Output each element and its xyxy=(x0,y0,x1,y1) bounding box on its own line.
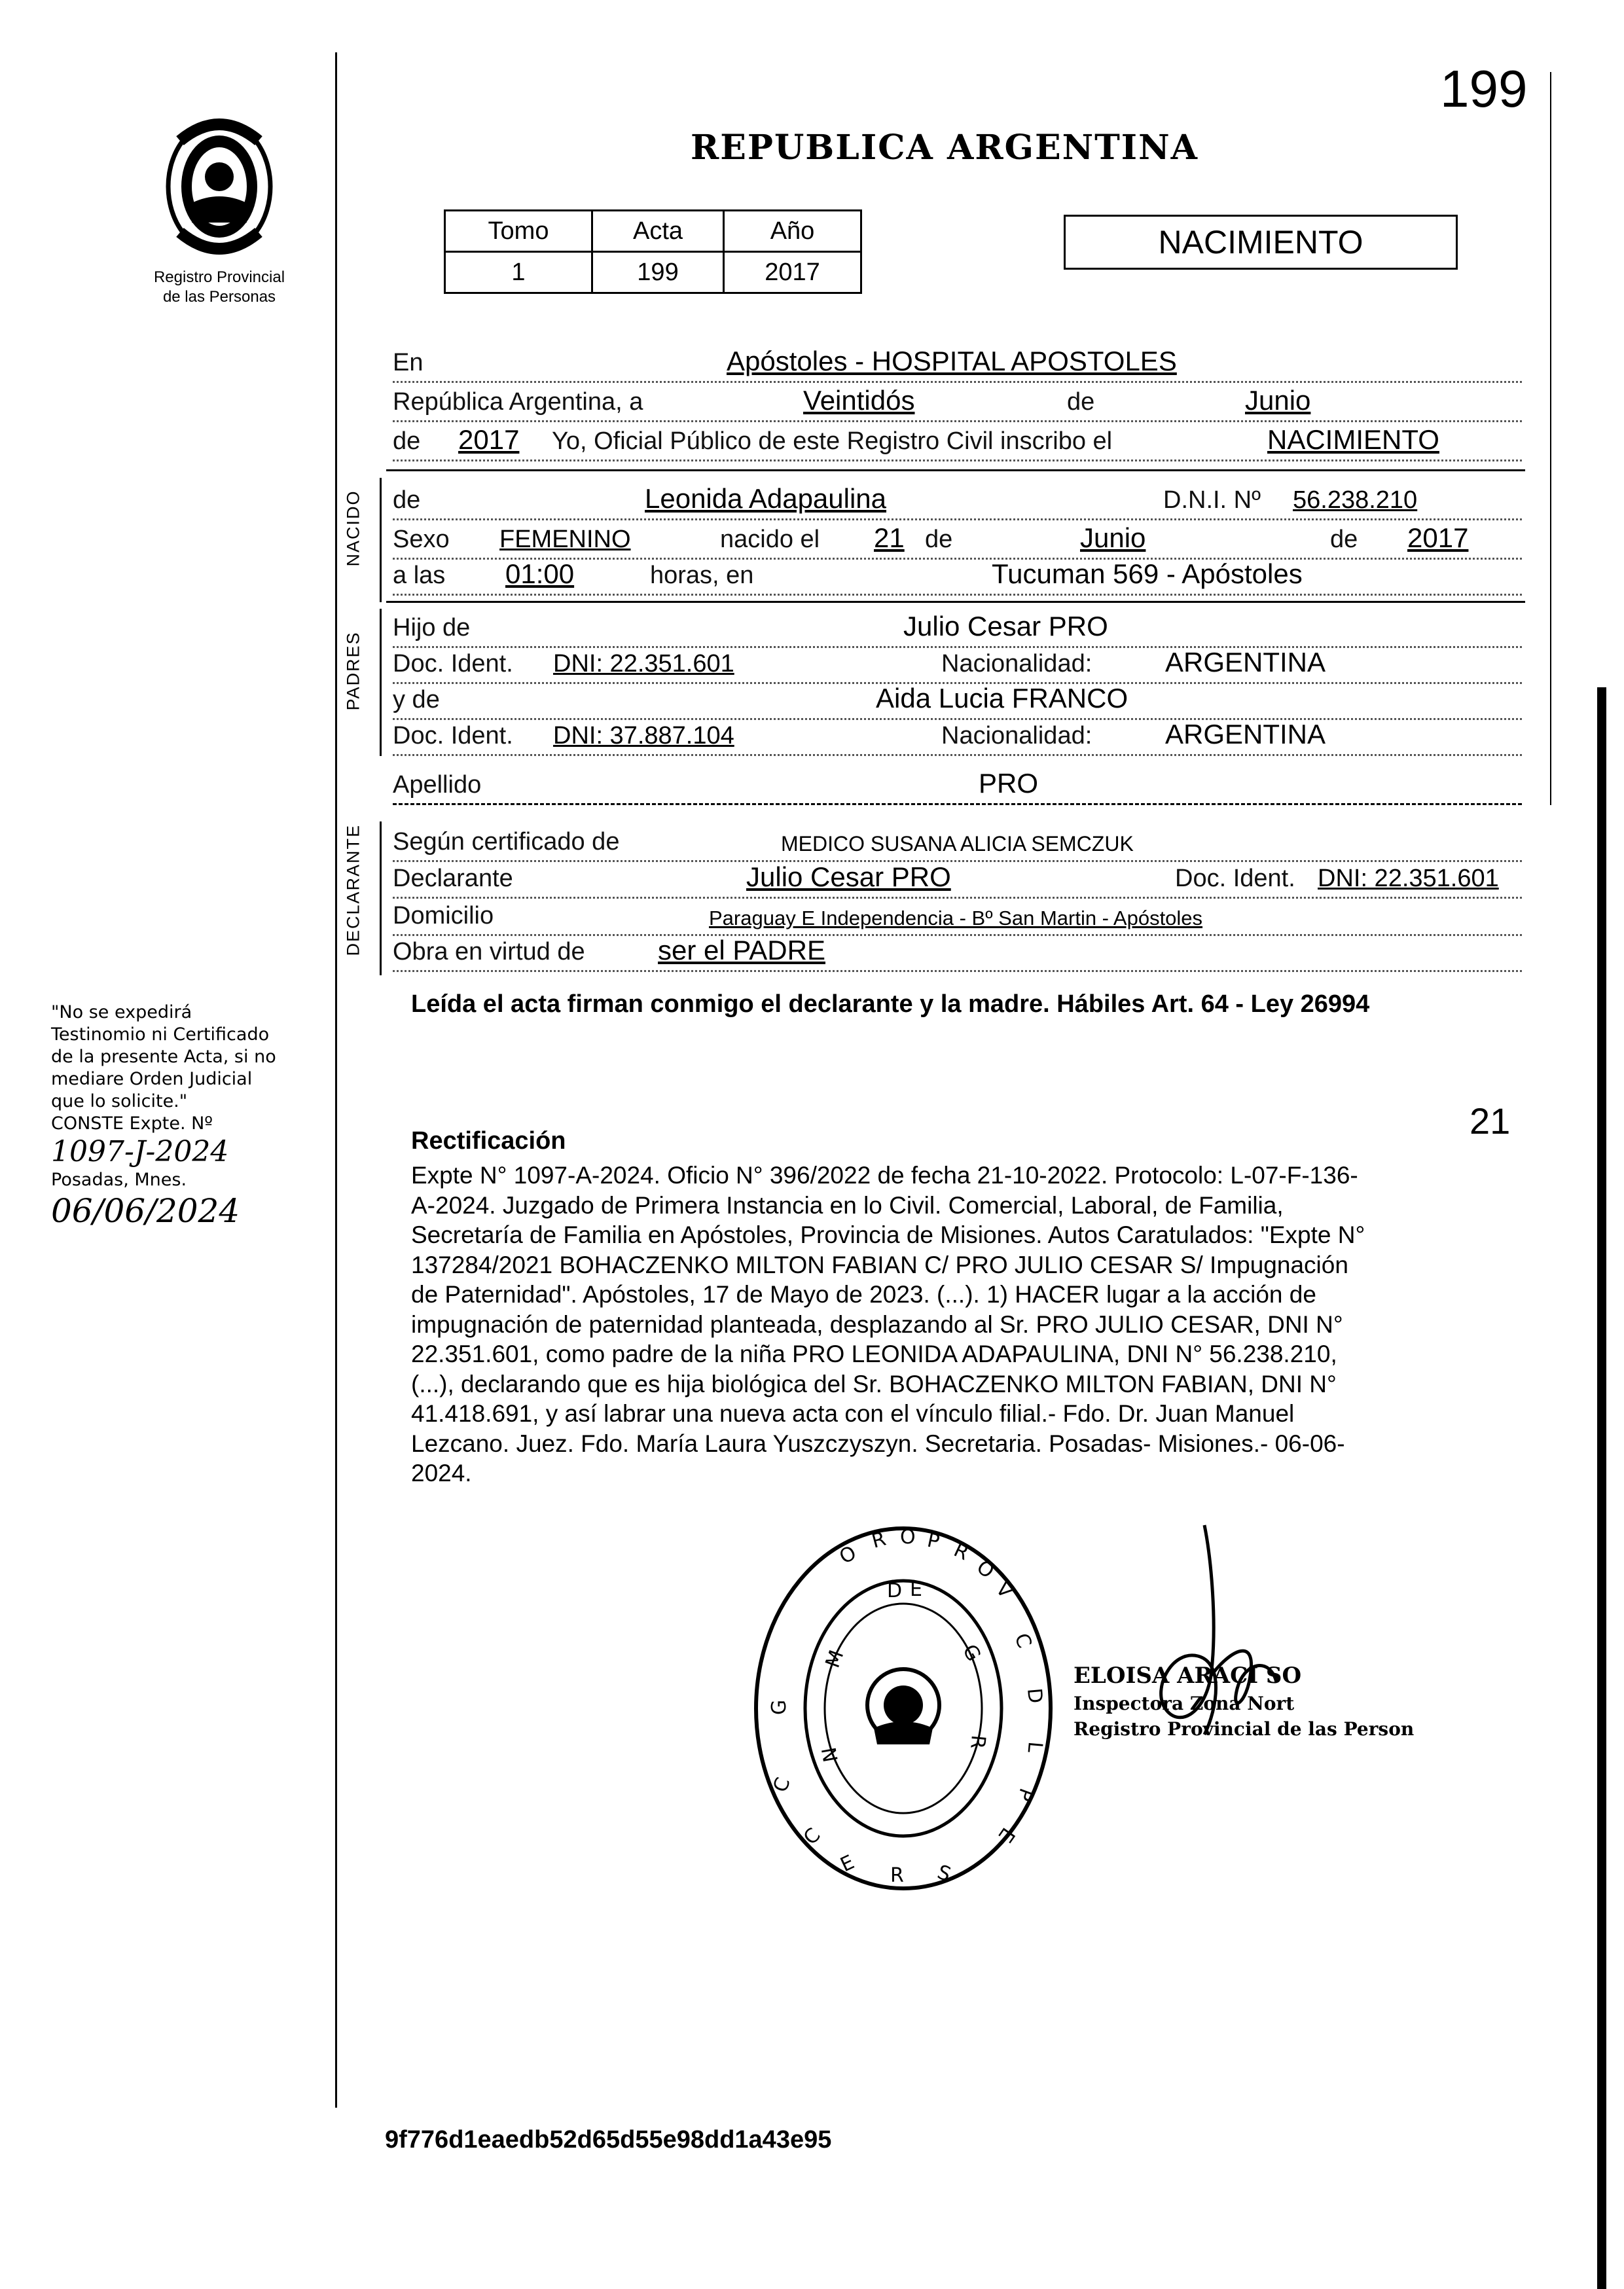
nacido-name: Leonida Adapaulina xyxy=(645,483,887,514)
declarante-doc: DNI: 22.351.601 xyxy=(1318,865,1499,892)
rect-line: 2024. xyxy=(411,1460,472,1487)
row-apellido xyxy=(393,769,1522,805)
note-line-7: Posadas, Mnes. xyxy=(51,1170,187,1190)
row-en xyxy=(393,347,1522,383)
svg-text:D: D xyxy=(1022,1687,1047,1704)
row-certificado xyxy=(393,826,1522,862)
declarante-bracket xyxy=(380,821,382,975)
svg-text:E: E xyxy=(910,1578,922,1601)
rect-line: (...), declarando que es hija biológica del Sr. BOHACZENKO MILTON FABIAN, DNI N° xyxy=(411,1370,1337,1397)
republica-label: República Argentina, a xyxy=(393,388,643,416)
acta-header: Acta xyxy=(592,211,724,252)
day-value: Veintidós xyxy=(803,385,915,416)
hijo-de-label: Hijo de xyxy=(393,614,471,641)
nacido-bracket xyxy=(380,478,382,602)
mother-nac-label: Nacionalidad: xyxy=(941,722,1092,749)
row-padre xyxy=(393,612,1522,648)
rect-line: Lezcano. Juez. Fdo. María Laura Yuszczyszyn. Secretaria. Posadas- Misiones.- 06-06- xyxy=(411,1430,1345,1457)
svg-text:C: C xyxy=(768,1775,795,1795)
row-hora xyxy=(393,560,1522,596)
row-year xyxy=(393,425,1522,461)
birth-day: 21 xyxy=(874,522,905,553)
mother-nac: ARGENTINA xyxy=(1165,719,1326,749)
svg-text:R: R xyxy=(965,1734,990,1750)
y-de-label: y de xyxy=(393,686,440,713)
svg-text:C: C xyxy=(1009,1630,1036,1651)
mother-doc-label: Doc. Ident. xyxy=(393,722,513,749)
year-value: 2017 xyxy=(458,424,520,455)
declarante-doc-label: Doc. Ident. xyxy=(1175,865,1295,892)
anio-header: Año xyxy=(724,211,861,252)
nacido-section-label: NACIDO xyxy=(343,490,363,567)
sexo-label: Sexo xyxy=(393,526,450,553)
obra-value: ser el PADRE xyxy=(658,935,825,965)
note-line-5: que lo solicite." xyxy=(51,1091,188,1111)
row-madre xyxy=(393,684,1522,720)
svg-text:E: E xyxy=(993,1823,1020,1847)
record-type-box xyxy=(1064,215,1458,270)
declarante-label: Declarante xyxy=(393,865,513,892)
row-declarante xyxy=(393,863,1522,899)
anio-value: 2017 xyxy=(724,252,861,293)
signer-title: Inspectora Zona Nort xyxy=(1074,1693,1295,1714)
obra-label: Obra en virtud de xyxy=(393,938,585,965)
divider-1 xyxy=(386,469,1525,471)
rect-line: 41.418.691, y así labrar una nueva acta con el vínculo filial.- Fdo. Dr. Juan Manuel xyxy=(411,1400,1295,1427)
svg-text:C: C xyxy=(799,1824,825,1850)
de-label: de xyxy=(1067,388,1095,416)
rect-line: impugnación de paternidad planteada, desplazando al Sr. PRO JULIO CESAR, DNI N° xyxy=(411,1310,1343,1338)
svg-text:N: N xyxy=(818,1745,843,1764)
father-name: Julio Cesar PRO xyxy=(903,611,1108,641)
mother-name: Aida Lucia FRANCO xyxy=(876,683,1128,713)
svg-text:G: G xyxy=(768,1699,791,1715)
svg-text:M: M xyxy=(821,1647,849,1671)
note-line-1: "No se expedirá xyxy=(51,1002,192,1022)
signature-block xyxy=(1074,1663,1414,1740)
birth-year: 2017 xyxy=(1407,522,1469,553)
nacido-de-label-3: de xyxy=(1330,526,1358,553)
document-hash: 9f776d1eaedb52d65d55e98dd1a43e95 xyxy=(385,2126,832,2154)
domicilio-label: Domicilio xyxy=(393,902,494,929)
dni-value: 56.238.210 xyxy=(1293,486,1418,514)
svg-text:S: S xyxy=(934,1860,954,1887)
padres-section-label: PADRES xyxy=(343,631,363,711)
month-value: Junio xyxy=(1245,385,1311,416)
officer-text: Yo, Oficial Público de este Registro Civil inscribo el xyxy=(552,427,1113,455)
rect-line: 137284/2021 BOHACZENKO MILTON FABIAN C/ PRO JULIO CESAR S/ Impugnación xyxy=(411,1251,1348,1278)
dni-label: D.N.I. Nº xyxy=(1163,486,1261,514)
row-nacido-name xyxy=(393,484,1522,520)
note-date: 06/06/2024 xyxy=(51,1192,240,1230)
row-republica xyxy=(393,386,1522,422)
divider-2 xyxy=(386,601,1525,603)
svg-text:P: P xyxy=(925,1528,942,1554)
en-value: Apóstoles - HOSPITAL APOSTOLES xyxy=(727,346,1177,376)
en-label: En xyxy=(393,349,424,376)
lugar-value: Tucuman 569 - Apóstoles xyxy=(992,558,1303,589)
svg-text:R: R xyxy=(890,1864,904,1887)
rect-line: Expte N° 1097-A-2024. Oficio N° 396/2022 de fecha 21-10-2022. Protocolo: L-07-F-136- xyxy=(411,1162,1358,1189)
hora-label: a las xyxy=(393,562,446,589)
domicilio-value: Paraguay E Independencia - Bº San Martin - Apóstoles xyxy=(709,907,1203,929)
right-edge-bar xyxy=(1597,687,1606,2289)
horas-en-label: horas, en xyxy=(650,562,754,589)
father-doc: DNI: 22.351.601 xyxy=(553,650,734,677)
signer-name: ELOISA ARACI SO xyxy=(1074,1663,1302,1689)
act-value: NACIMIENTO xyxy=(1267,424,1439,455)
acta-value: 199 xyxy=(592,252,724,293)
apellido-value: PRO xyxy=(979,768,1039,799)
page-number: 199 xyxy=(1440,60,1528,118)
nacido-el-label: nacido el xyxy=(720,526,820,553)
row-madre-doc xyxy=(393,720,1522,756)
certificado-label: Según certificado de xyxy=(393,828,620,856)
rect-line: de Paternidad". Apóstoles, 17 de Mayo de 2023. (...). 1) HACER lugar a la acción de xyxy=(411,1281,1316,1308)
svg-text:D: D xyxy=(887,1579,903,1602)
mother-doc: DNI: 37.887.104 xyxy=(553,722,734,749)
svg-text:O: O xyxy=(972,1555,999,1583)
right-margin-line xyxy=(1550,72,1551,805)
svg-text:G: G xyxy=(958,1640,986,1666)
official-seal xyxy=(746,1519,1060,1898)
rectificacion-number: 21 xyxy=(1470,1100,1511,1142)
father-nac: ARGENTINA xyxy=(1165,647,1326,677)
note-line-6: CONSTE Expte. Nº xyxy=(51,1113,213,1134)
sexo-value: FEMENINO xyxy=(499,526,631,553)
row-sexo xyxy=(393,524,1522,560)
note-line-3: de la presente Acta, si no xyxy=(51,1047,276,1067)
tomo-value: 1 xyxy=(445,252,592,293)
record-type: NACIMIENTO xyxy=(1158,224,1363,261)
certificado-value: MEDICO SUSANA ALICIA SEMCZUK xyxy=(781,832,1134,856)
note-line-4: mediare Orden Judicial xyxy=(51,1069,253,1089)
seal-icon xyxy=(746,1519,1060,1898)
svg-text:E: E xyxy=(837,1850,858,1877)
rectificacion-body xyxy=(411,1161,1524,1488)
svg-text:R: R xyxy=(869,1527,889,1553)
father-nac-label: Nacionalidad: xyxy=(941,650,1092,677)
padres-bracket xyxy=(380,609,382,756)
declarante-section-label: DECLARANTE xyxy=(343,823,363,956)
signer-office: Registro Provincial de las Person xyxy=(1074,1718,1415,1740)
shield-icon xyxy=(154,111,285,262)
note-expte: 1097-J-2024 xyxy=(51,1135,229,1168)
svg-text:O: O xyxy=(900,1526,916,1549)
margin-note xyxy=(51,1001,346,1231)
svg-text:V: V xyxy=(990,1577,1017,1603)
year-prefix: de xyxy=(393,427,421,455)
hora-value: 01:00 xyxy=(505,558,575,589)
birth-month: Junio xyxy=(1080,522,1146,553)
province-logo xyxy=(154,111,285,262)
svg-text:L: L xyxy=(1022,1740,1047,1754)
nacido-de-label-2: de xyxy=(925,526,953,553)
svg-text:R: R xyxy=(950,1538,973,1566)
rect-line: 22.351.601, como padre de la niña PRO LEONIDA ADAPAULINA, DNI N° 56.238.210, xyxy=(411,1341,1337,1367)
country-title: REPUBLICA ARGENTINA xyxy=(691,128,1199,168)
rect-line: A-2024. Juzgado de Primera Instancia en lo Civil. Comercial, Laboral, de Familia, xyxy=(411,1191,1284,1219)
nacido-de-label: de xyxy=(393,486,421,514)
tomo-header: Tomo xyxy=(445,211,592,252)
registry-name-1: Registro Provincial xyxy=(153,268,285,286)
lectura-text: Leída el acta firman conmigo el declarante y la madre. Hábiles Art. 64 - Ley 26994 xyxy=(411,990,1370,1018)
rect-line: Secretaría de Familia en Apóstoles, Provincia de Misiones. Autos Caratulados: "Expte N° xyxy=(411,1221,1365,1248)
svg-text:P: P xyxy=(1012,1785,1038,1805)
record-table xyxy=(444,209,862,294)
registry-name-2: de las Personas xyxy=(162,288,276,306)
svg-text:O: O xyxy=(835,1541,861,1569)
rectificacion-title: Rectificación xyxy=(411,1127,566,1155)
row-domicilio xyxy=(393,900,1522,936)
father-doc-label: Doc. Ident. xyxy=(393,650,513,677)
declarante-value: Julio Cesar PRO xyxy=(746,861,951,892)
row-obra xyxy=(393,936,1522,972)
row-padre-doc xyxy=(393,648,1522,684)
note-line-2: Testinomio ni Certificado xyxy=(51,1024,270,1045)
apellido-label: Apellido xyxy=(393,771,482,799)
